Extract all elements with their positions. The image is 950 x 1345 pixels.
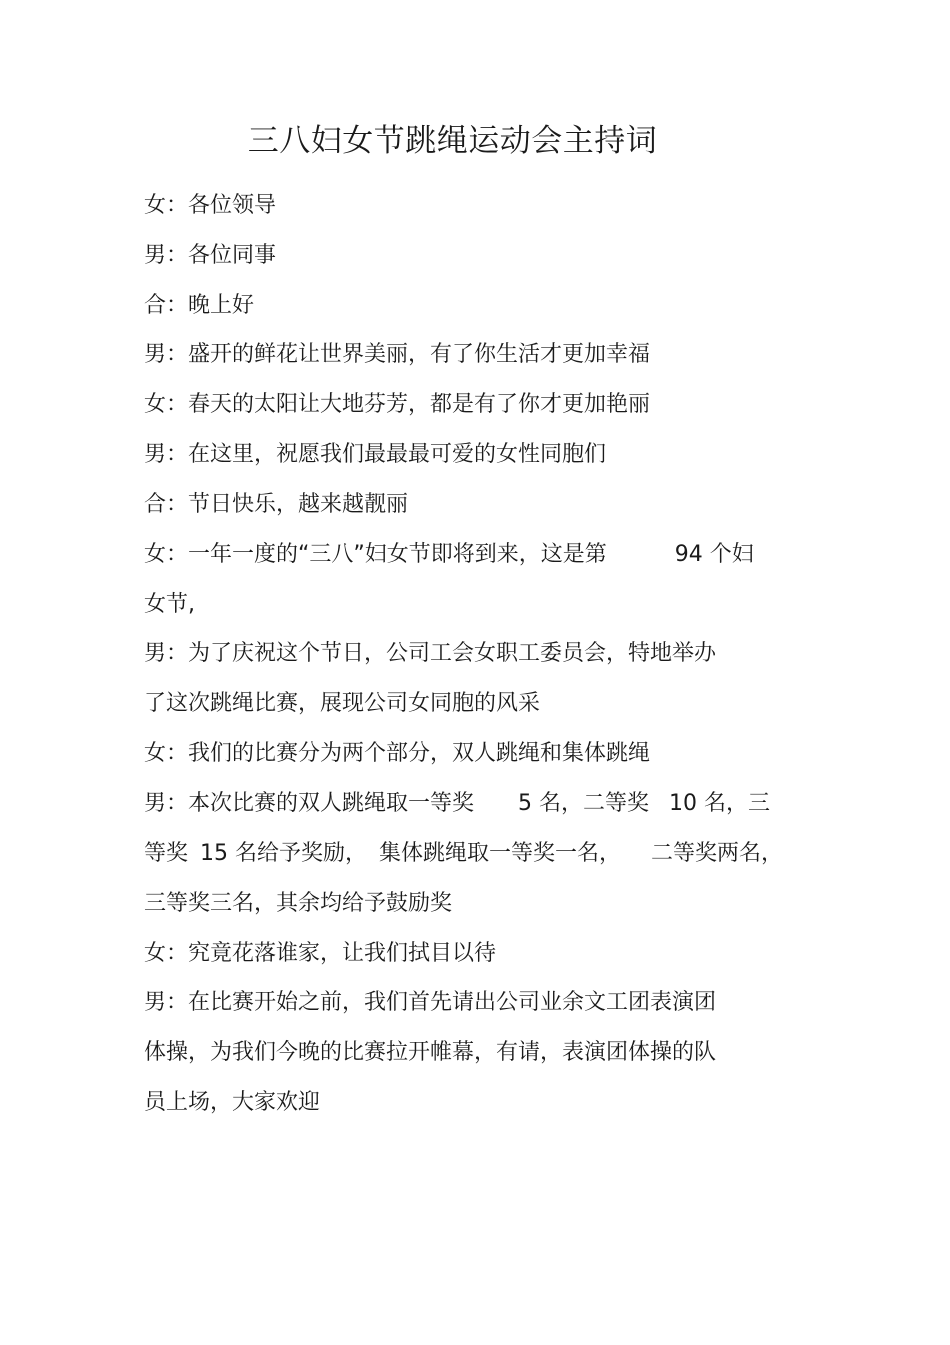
text-segment: 集体跳绳取一等奖一名， (379, 841, 622, 866)
text-segment: 5 名，二等奖 (518, 791, 650, 816)
text-line (144, 787, 770, 821)
text-segment: 10 名，三 (669, 791, 771, 816)
text-line: 了这次跳绳比赛，展现公司女同胞的风采 (144, 691, 541, 716)
text-line: 合：节日快乐，越来越靓丽 (144, 492, 409, 517)
text-line: 员上场，大家欢迎 (144, 1090, 321, 1115)
text-segment: 女：一年一度的“三八”妇女节即将到来，这是第 (144, 542, 607, 567)
document-title: 三八妇女节跳绳运动会主持词 (247, 123, 658, 159)
text-line: 女：春天的太阳让大地芬芳，都是有了你才更加艳丽 (144, 392, 651, 417)
text-line (144, 837, 783, 871)
text-segment: 15 名给予奖励， (200, 841, 368, 866)
text-line (144, 538, 754, 572)
text-line: 体操，为我们今晚的比赛拉开帷幕，有请，表演团体操的队 (144, 1040, 717, 1065)
text-line: 男：在这里，祝愿我们最最最可爱的女性同胞们 (144, 442, 607, 467)
text-segment: 等奖 (144, 841, 189, 866)
text-segment: 男：本次比赛的双人跳绳取一等奖 (144, 791, 475, 816)
text-line: 男：各位同事 (144, 243, 277, 268)
text-segment: 二等奖两名， (651, 841, 784, 866)
text-line: 三等奖三名，其余均给予鼓励奖 (144, 891, 453, 916)
text-line: 女节, (144, 592, 195, 617)
text-line: 女：究竟花落谁家，让我们拭目以待 (144, 941, 497, 966)
text-line: 男：为了庆祝这个节日，公司工会女职工委员会，特地举办 (144, 641, 717, 666)
text-line: 女：我们的比赛分为两个部分，双人跳绳和集体跳绳 (144, 741, 651, 766)
text-segment: 94 个妇 (674, 542, 754, 567)
text-line: 男：盛开的鲜花让世界美丽，有了你生活才更加幸福 (144, 342, 651, 367)
text-line: 合：晚上好 (144, 293, 255, 318)
text-line: 男：在比赛开始之前，我们首先请出公司业余文工团表演团 (144, 990, 717, 1015)
text-line: 女：各位领导 (144, 193, 277, 218)
